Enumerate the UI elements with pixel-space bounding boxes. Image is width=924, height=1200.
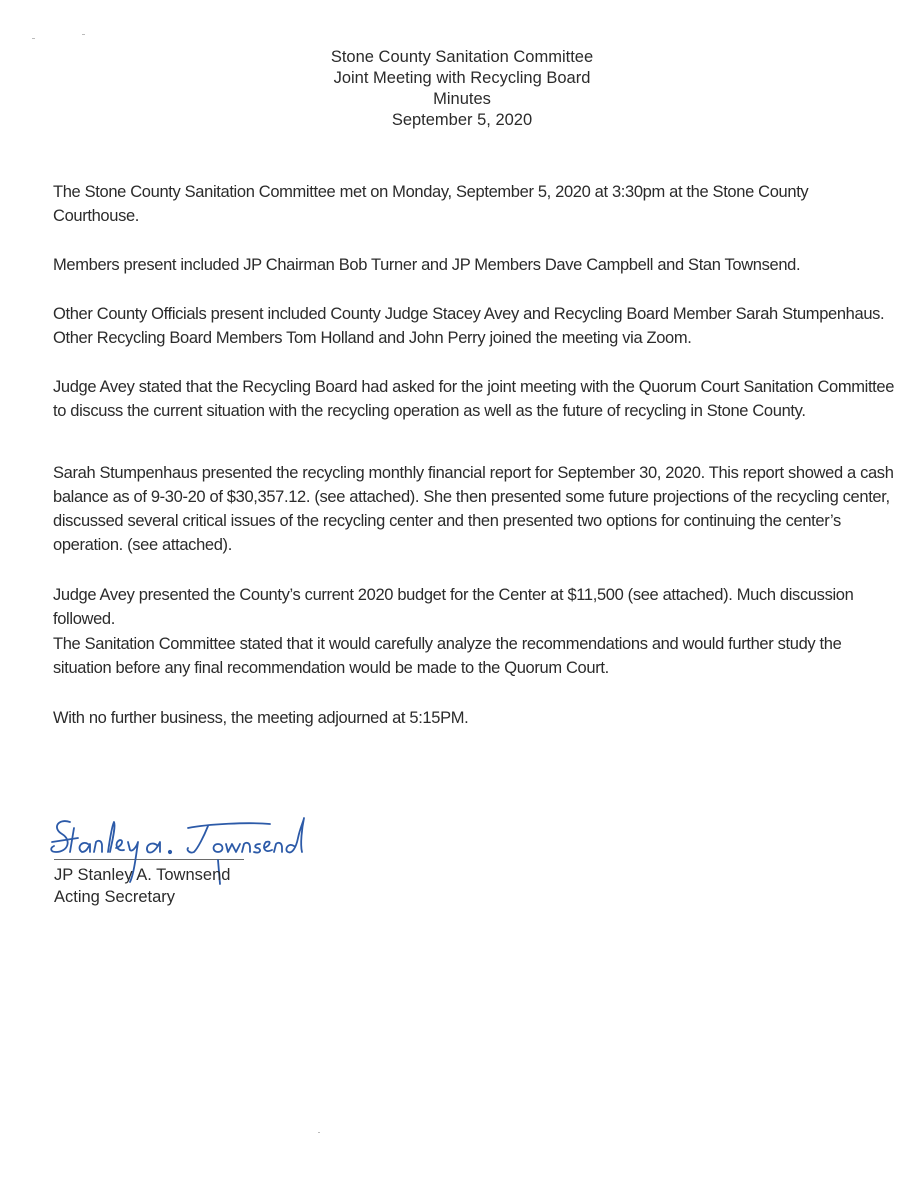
scan-speck bbox=[32, 38, 35, 39]
paragraph-budget: Judge Avey presented the County’s current 2020 budget for the Center at $11,500 (see attached). Much discussion followed. bbox=[53, 586, 854, 628]
document-header bbox=[0, 47, 924, 131]
scan-speck bbox=[82, 34, 85, 35]
signer-title: Acting Secretary bbox=[54, 888, 176, 906]
paragraph-meeting-info: The Stone County Sanitation Committee met on Monday, September 5, 2020 at 3:30pm at the Stone County Courthouse. bbox=[53, 183, 809, 225]
scan-speck bbox=[318, 1132, 320, 1133]
document-type: Minutes bbox=[433, 90, 491, 108]
paragraph-members-present: Members present included JP Chairman Bob Turner and JP Members Dave Campbell and Stan Townsend. bbox=[53, 256, 801, 274]
paragraph-adjournment: With no further business, the meeting adjourned at 5:15PM. bbox=[53, 709, 469, 727]
paragraph-purpose: Judge Avey stated that the Recycling Board had asked for the joint meeting with the Quorum Court Sanitation Committee to discuss the current situation with the recycling operation as well as the future of recycling in Stone County. bbox=[53, 378, 895, 420]
signer-name: JP Stanley A. Townsend bbox=[54, 866, 231, 884]
paragraph-committee-statement: The Sanitation Committee stated that it would carefully analyze the recommendations and would further study the situation before any final recommendation would be made to the Quorum Court. bbox=[53, 635, 842, 677]
paragraph-other-officials: Other County Officials present included County Judge Stacey Avey and Recycling Board Member Sarah Stumpenhaus. Other Recycling Board Members Tom Holland and John Perry joined the meeting via Zoom. bbox=[53, 305, 885, 347]
meeting-subtitle: Joint Meeting with Recycling Board bbox=[333, 69, 591, 87]
committee-title: Stone County Sanitation Committee bbox=[330, 48, 594, 66]
meeting-date: September 5, 2020 bbox=[391, 111, 533, 129]
signer-info bbox=[54, 864, 230, 908]
paragraph-financial-report: Sarah Stumpenhaus presented the recycling monthly financial report for September 30, 2020. This report showed a cash balance as of 9-30-20 of $30,357.12. (see attached). She then presented some future projections of the recycling center, discussed several critical issues of the recycling center and then presented two options for continuing the center’s operation. (see attached). bbox=[53, 464, 894, 554]
